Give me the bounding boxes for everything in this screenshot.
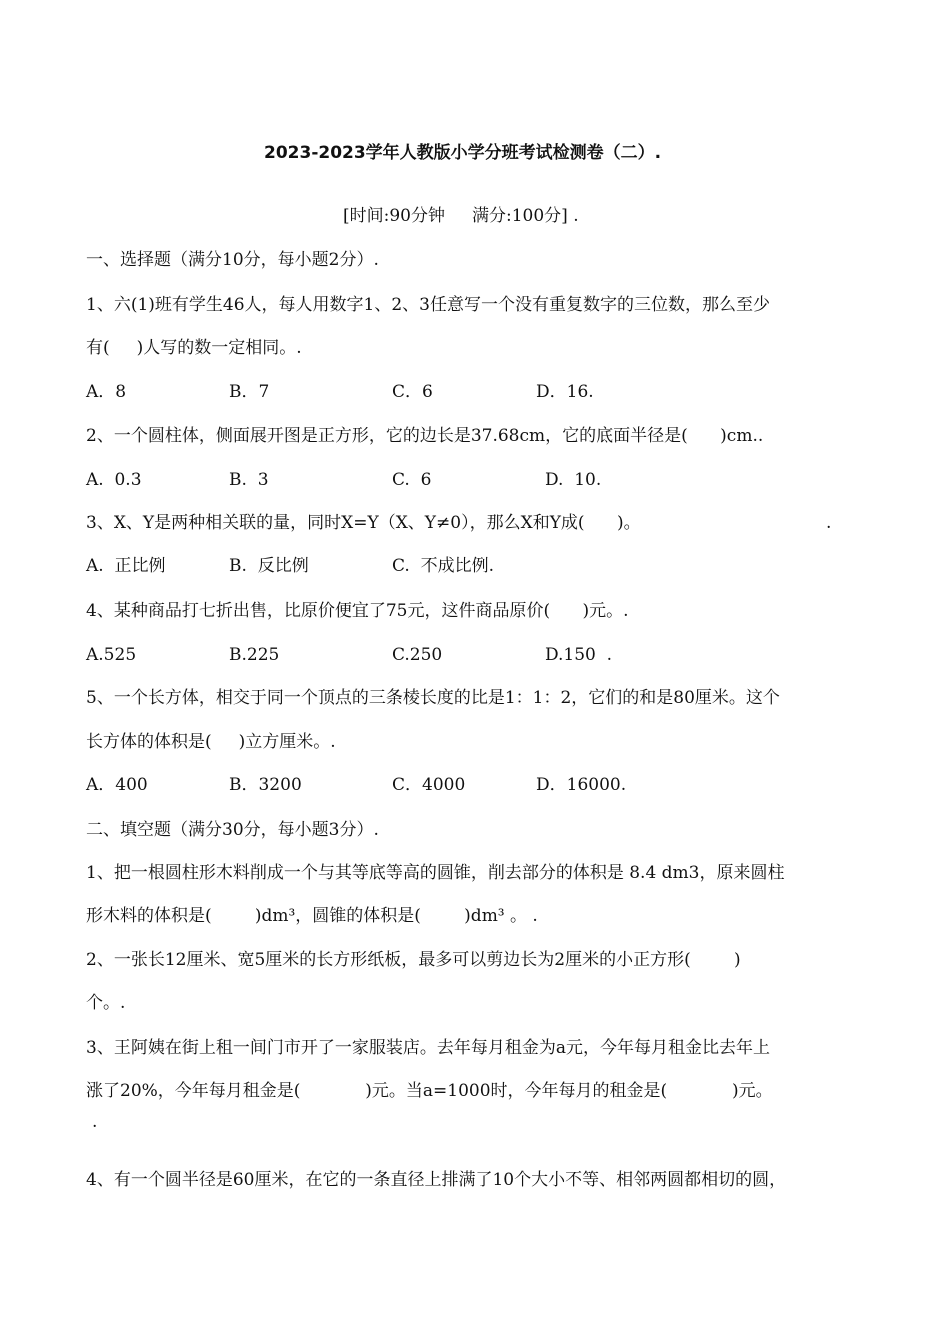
page-title: 2023-2023学年人教版小学分班考试检测卷（二）.	[264, 143, 662, 163]
question-2-1-text: 1、把一根圆柱形木料削成一个与其等底等高的圆锥，削去部分的体积是 8.4 dm3，原来圆柱	[86, 863, 785, 883]
option-b: B．7	[229, 382, 270, 402]
question-1-4-text: 4、某种商品打七折出售，比原价便宜了75元，这件商品原价( )元。.	[86, 601, 629, 621]
option-b: B. 反比例	[229, 556, 309, 576]
option-b: B．3200	[229, 775, 302, 795]
option-b: B. 3	[229, 470, 269, 490]
option-c: C．6	[392, 382, 433, 402]
option-d: D.150 .	[545, 645, 613, 665]
question-2-2-text-cont: 个。.	[86, 993, 126, 1013]
option-d: D. 10.	[545, 470, 602, 490]
option-a: A．400	[86, 775, 148, 795]
option-a: A. 正比例	[86, 556, 166, 576]
question-1-3-end-mark: .	[826, 513, 832, 533]
question-2-3-end-mark: .	[92, 1112, 98, 1132]
exam-time-and-score: [时间:90分钟 满分:100分] .	[343, 206, 579, 226]
option-a: A．8	[86, 382, 127, 402]
question-2-3-text-cont: 涨了20%，今年每月租金是( )元。当a=1000时，今年每月的租金是( )元。	[86, 1081, 773, 1101]
question-1-5-text: 5、一个长方体，相交于同一个顶点的三条棱长度的比是1：1：2，它们的和是80厘米。这个	[86, 688, 780, 708]
option-a: A.525	[86, 645, 137, 665]
option-d: D．16.	[536, 382, 594, 402]
question-1-5-text-cont: 长方体的体积是( )立方厘米。.	[86, 732, 336, 752]
question-1-2-text: 2、一个圆柱体，侧面展开图是正方形，它的边长是37.68cm，它的底面半径是( )cm..	[86, 426, 764, 446]
section-1-heading: 一、选择题（满分10分，每小题2分）.	[86, 250, 379, 270]
option-c: C.250	[392, 645, 443, 665]
option-c: C. 不成比例.	[392, 556, 495, 576]
option-d: D．16000.	[536, 775, 627, 795]
question-2-3-text: 3、王阿姨在街上租一间门市开了一家服装店。去年每月租金为a元，今年每月租金比去年上	[86, 1038, 770, 1058]
option-b: B.225	[229, 645, 280, 665]
question-2-1-text-cont: 形木料的体积是( )dm³，圆锥的体积是( )dm³ 。 .	[86, 906, 538, 926]
option-c: C．4000	[392, 775, 466, 795]
option-c: C. 6	[392, 470, 432, 490]
section-2-heading: 二、填空题（满分30分，每小题3分）.	[86, 820, 379, 840]
option-a: A. 0.3	[86, 470, 142, 490]
question-2-4-text: 4、有一个圆半径是60厘米，在它的一条直径上排满了10个大小不等、相邻两圆都相切的圆，	[86, 1170, 787, 1190]
question-1-3-text: 3、X、Y是两种相关联的量，同时X=Y（X、Y≠0），那么X和Y成( )。	[86, 513, 641, 533]
question-1-1-text: 1、六(1)班有学生46人，每人用数字1、2、3任意写一个没有重复数字的三位数，那么至少	[86, 295, 770, 315]
question-2-2-text: 2、一张长12厘米、宽5厘米的长方形纸板，最多可以剪边长为2厘米的小正方形( )	[86, 950, 741, 970]
question-1-1-text-cont: 有( )人写的数一定相同。.	[86, 338, 302, 358]
